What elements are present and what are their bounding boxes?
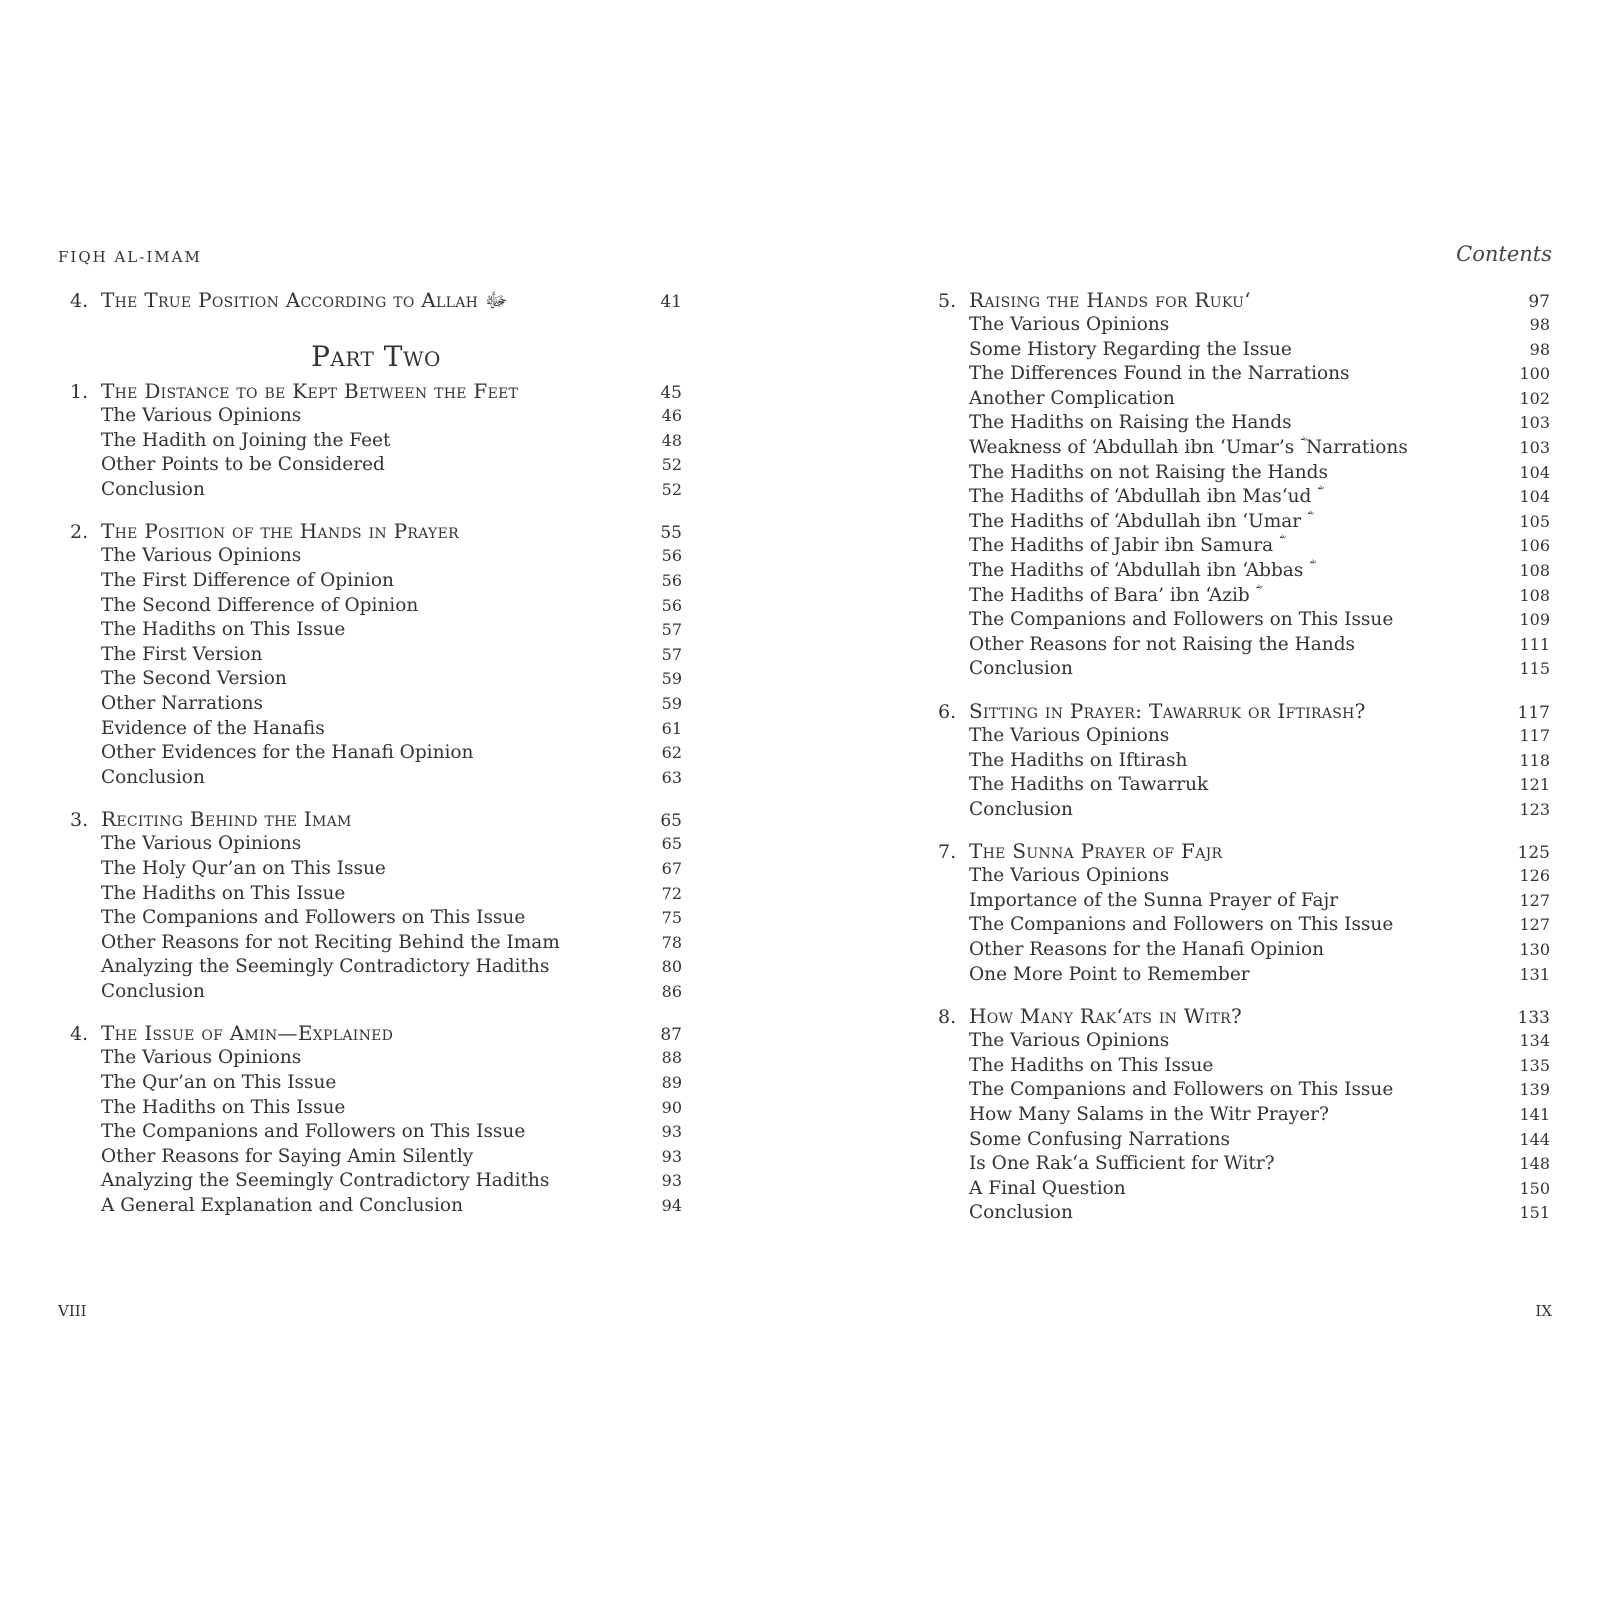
entry-title: The Hadiths on Tawarruk (969, 774, 1209, 796)
entry-page-number: 106 (1519, 536, 1550, 556)
toc-chapter (70, 807, 682, 1005)
entry-title: The Holy Qur’an on This Issue (101, 857, 386, 879)
entry-page-number: 52 (661, 479, 682, 499)
folio-right-page-number: IX (1535, 1302, 1552, 1320)
entry-page-number: 104 (1519, 462, 1550, 482)
toc-entry (938, 339, 1550, 364)
entry-page-number: 115 (1519, 659, 1550, 679)
toc-entry (938, 1129, 1550, 1154)
entry-title: The Companions and Followers on This Issue (969, 914, 1394, 936)
entry-title: Importance of the Sunna Prayer of Fajr (969, 889, 1339, 911)
entry-title: The Various Opinions (969, 314, 1170, 335)
toc-entry (938, 585, 1550, 610)
entry-title: Other Reasons for the Hanafi Opinion (969, 939, 1325, 961)
toc-entry (70, 430, 682, 455)
entry-page-number: 89 (661, 1073, 682, 1093)
entry-title: Conclusion (101, 478, 205, 500)
toc-chapter (938, 1004, 1550, 1227)
toc-entry (70, 907, 682, 932)
toc-entry (938, 1055, 1550, 1080)
entry-page-number: 111 (1519, 634, 1550, 654)
entry-page-number: 75 (661, 908, 682, 928)
entry-page-number: 131 (1519, 964, 1550, 984)
entry-page-number: 88 (661, 1048, 682, 1068)
entry-page-number: 57 (661, 620, 682, 640)
entry-title: The Hadiths of ‘Abdullah ibn ‘Abbas ؓ (969, 559, 1310, 581)
chapter-page-number: 125 (1517, 843, 1550, 864)
toc-entry (70, 956, 682, 981)
entry-title: Conclusion (969, 1202, 1073, 1224)
entry-page-number: 46 (661, 406, 682, 425)
toc-entry (938, 462, 1550, 487)
toc-left-column (70, 288, 682, 1236)
toc-entry (70, 479, 682, 504)
chapter-title: The Distance to be Kept Between the Feet (101, 379, 519, 403)
chapter-heading-row (70, 519, 682, 545)
toc-entry (938, 914, 1550, 939)
chapter-number: 4. (70, 1023, 89, 1046)
toc-entry (70, 644, 682, 669)
entry-page-number: 48 (661, 430, 682, 450)
chapter-number: 8. (938, 1006, 957, 1029)
chapter-title: The Sunna Prayer of Fajr (969, 839, 1223, 864)
chapter-number: 4. (70, 290, 89, 312)
entry-title: The Various Opinions (101, 545, 302, 567)
entry-title: The Hadiths of Jabir ibn Samura ؓ (969, 535, 1279, 557)
entry-page-number: 67 (661, 858, 682, 878)
entry-page-number: 56 (661, 595, 682, 615)
entry-page-number: 103 (1519, 413, 1550, 433)
entry-page-number: 150 (1519, 1178, 1550, 1198)
entry-page-number: 105 (1519, 511, 1550, 531)
toc-entry (70, 1072, 682, 1097)
entry-page-number: 127 (1519, 890, 1550, 910)
chapter-heading-row (938, 288, 1550, 314)
entry-page-number: 56 (661, 570, 682, 590)
part-heading: Part Two (311, 340, 441, 373)
toc-entry (938, 964, 1550, 989)
entry-page-number: 151 (1519, 1203, 1550, 1223)
toc-chapter (70, 1021, 682, 1219)
running-head-book-title: FIQH AL-IMAM (58, 248, 202, 266)
chapter-heading-row (938, 1004, 1550, 1030)
entry-page-number: 72 (661, 883, 682, 903)
entry-page-number: 98 (1529, 315, 1550, 334)
entry-title: The Qur’an on This Issue (101, 1072, 337, 1094)
entry-page-number: 127 (1519, 915, 1550, 935)
folio-left-page-number: VIII (58, 1302, 87, 1320)
toc-chapter-intro (70, 288, 682, 314)
toc-entry (938, 363, 1550, 388)
entry-title: The Various Opinions (101, 833, 302, 855)
toc-entry (70, 668, 682, 693)
toc-entry (70, 1097, 682, 1122)
toc-entry (70, 595, 682, 620)
toc-entry (938, 437, 1550, 462)
entry-title: The Second Difference of Opinion (101, 594, 419, 616)
entry-page-number: 100 (1519, 364, 1550, 384)
chapter-heading-row (70, 807, 682, 833)
entry-page-number: 80 (661, 957, 682, 977)
entry-page-number: 102 (1519, 388, 1550, 408)
chapter-page-number: 65 (660, 811, 682, 832)
toc-entry (70, 1121, 682, 1146)
entry-title: The Differences Found in the Narrations (969, 363, 1350, 385)
toc-entry (938, 865, 1550, 890)
entry-title: Other Evidences for the Hanafi Opinion (101, 742, 474, 764)
chapter-page-number: 45 (660, 383, 682, 403)
entry-title: Other Narrations (101, 692, 264, 714)
toc-entry (938, 939, 1550, 964)
toc-chapter (938, 699, 1550, 823)
toc-entry (938, 1202, 1550, 1227)
entry-page-number: 135 (1519, 1055, 1550, 1075)
entry-title: Conclusion (969, 798, 1073, 820)
toc-entry (70, 1047, 682, 1072)
chapter-title: The Position of the Hands in Prayer (101, 519, 459, 544)
toc-chapter (938, 288, 1550, 683)
entry-title: Other Reasons for not Raising the Hands (969, 633, 1356, 655)
entry-title: A Final Question (969, 1177, 1126, 1199)
entry-title: Analyzing the Seemingly Contradictory Hadiths (101, 1170, 550, 1192)
toc-entry (70, 693, 682, 718)
entry-title: Some Confusing Narrations (969, 1128, 1231, 1150)
toc-entry (938, 560, 1550, 585)
toc-entry (70, 454, 682, 479)
entry-page-number: 130 (1519, 940, 1550, 960)
chapter-number: 3. (70, 809, 89, 832)
toc-entry (938, 314, 1550, 339)
toc-entry (70, 570, 682, 595)
toc-entry (70, 405, 682, 430)
toc-entry (938, 1030, 1550, 1055)
entry-title: Evidence of the Hanafis (101, 717, 325, 739)
toc-chapter (70, 379, 682, 503)
entry-page-number: 56 (661, 546, 682, 566)
entry-page-number: 139 (1519, 1080, 1550, 1100)
entry-page-number: 59 (661, 693, 682, 713)
chapter-page-number: 87 (660, 1025, 682, 1046)
entry-title: Weakness of ‘Abdullah ibn ‘Umar’s ؓ Narrations (969, 436, 1408, 458)
entry-title: The Companions and Followers on This Issue (969, 609, 1394, 631)
toc-entry (938, 1153, 1550, 1178)
chapter-heading-row (70, 1021, 682, 1047)
entry-title: The Various Opinions (101, 405, 302, 426)
chapter-number: 5. (938, 290, 957, 312)
entry-title: The Hadiths on This Issue (101, 619, 346, 641)
toc-entry (938, 1104, 1550, 1129)
entry-title: The Hadiths on not Raising the Hands (969, 461, 1328, 483)
entry-title: Other Reasons for not Reciting Behind the Imam (101, 931, 560, 953)
entry-title: Analyzing the Seemingly Contradictory Hadiths (101, 956, 550, 978)
chapter-heading-row (938, 699, 1550, 725)
entry-title: The Hadiths on This Issue (969, 1054, 1214, 1076)
toc-entry (70, 1146, 682, 1171)
entry-page-number: 52 (661, 455, 682, 475)
entry-title: The First Difference of Opinion (101, 569, 394, 591)
toc-entry (938, 609, 1550, 634)
entry-page-number: 63 (661, 767, 682, 787)
toc-entry (70, 619, 682, 644)
chapter-page-number: 55 (660, 523, 682, 544)
toc-right-column (938, 288, 1550, 1243)
entry-title: The Hadiths on Iftirash (969, 749, 1188, 771)
entry-title: The First Version (101, 643, 263, 665)
entry-page-number: 126 (1519, 866, 1550, 886)
entry-title: The Hadiths of Bara’ ibn ‘Azib ؓ (969, 584, 1256, 606)
chapter-title: The True Position According to Allah ﷻ (101, 288, 508, 312)
entry-title: A General Explanation and Conclusion (101, 1195, 463, 1217)
entry-page-number: 121 (1519, 775, 1550, 795)
entry-title: Some History Regarding the Issue (969, 338, 1292, 360)
chapter-page-number: 117 (1517, 702, 1550, 723)
toc-chapter (938, 839, 1550, 988)
chapter-heading-row (70, 288, 682, 314)
entry-title: Conclusion (969, 658, 1073, 680)
toc-chapter (70, 519, 682, 791)
entry-title: The Various Opinions (969, 865, 1170, 887)
entry-title: The Various Opinions (969, 1030, 1170, 1052)
entry-title: Is One Rak‘a Sufficient for Witr? (969, 1153, 1275, 1175)
toc-entry (70, 1170, 682, 1195)
entry-title: The Hadith on Joining the Feet (101, 429, 391, 451)
toc-entry (70, 883, 682, 908)
toc-entry (938, 1178, 1550, 1203)
entry-title: The Companions and Followers on This Issue (101, 907, 526, 929)
entry-title: The Hadiths on This Issue (101, 1096, 346, 1118)
toc-entry (938, 890, 1550, 915)
entry-page-number: 144 (1519, 1129, 1550, 1149)
toc-entry (938, 535, 1550, 560)
toc-entry (938, 725, 1550, 750)
entry-title: One More Point to Remember (969, 963, 1250, 985)
entry-title: The Hadiths of ‘Abdullah ibn Mas‘ud ؓ (969, 486, 1318, 508)
chapter-title: Sitting in Prayer: Tawarruk or Iftirash? (969, 698, 1366, 723)
entry-page-number: 93 (661, 1171, 682, 1191)
toc-entry (938, 799, 1550, 824)
entry-page-number: 148 (1519, 1154, 1550, 1174)
chapter-title: Raising the Hands for Ruku‘ (969, 288, 1251, 312)
entry-page-number: 118 (1519, 750, 1550, 770)
chapter-title: Reciting Behind the Imam (101, 807, 352, 832)
chapter-number: 2. (70, 521, 89, 544)
entry-title: Other Points to be Considered (101, 454, 385, 476)
left-chapter-list (70, 379, 682, 1220)
running-head-section-title: Contents (1456, 242, 1552, 266)
entry-title: Conclusion (101, 766, 205, 788)
toc-entry (938, 658, 1550, 683)
entry-page-number: 94 (661, 1196, 682, 1216)
entry-page-number: 109 (1519, 610, 1550, 630)
toc-entry (70, 767, 682, 792)
entry-title: The Various Opinions (969, 724, 1170, 746)
entry-page-number: 62 (661, 743, 682, 763)
toc-entry (70, 858, 682, 883)
toc-entry (70, 833, 682, 858)
chapter-title: How Many Rak‘ats in Witr? (969, 1004, 1243, 1029)
chapter-page-number: 133 (1517, 1008, 1550, 1029)
entry-page-number: 108 (1519, 585, 1550, 605)
chapter-page-number: 97 (1528, 292, 1550, 312)
entry-title: The Companions and Followers on This Issue (969, 1079, 1394, 1101)
entry-page-number: 98 (1529, 339, 1550, 359)
toc-entry (70, 742, 682, 767)
toc-entry (938, 486, 1550, 511)
toc-entry (70, 932, 682, 957)
entry-page-number: 65 (661, 834, 682, 854)
chapter-page-number: 41 (660, 292, 682, 312)
entry-page-number: 93 (661, 1146, 682, 1166)
entry-page-number: 78 (661, 932, 682, 952)
entry-title: How Many Salams in the Witr Prayer? (969, 1104, 1329, 1126)
toc-entry (70, 545, 682, 570)
entry-title: Another Complication (969, 387, 1175, 409)
entry-title: The Hadiths of ‘Abdullah ibn ‘Umar ؓ (969, 510, 1308, 532)
entry-page-number: 117 (1519, 725, 1550, 745)
toc-entry (938, 1079, 1550, 1104)
toc-entry (70, 1195, 682, 1220)
entry-page-number: 134 (1519, 1031, 1550, 1051)
chapter-number: 6. (938, 700, 957, 723)
entry-page-number: 93 (661, 1122, 682, 1142)
entry-page-number: 57 (661, 644, 682, 664)
chapter-number: 7. (938, 841, 957, 864)
chapter-title: The Issue of Amin—Explained (101, 1021, 394, 1046)
entry-page-number: 59 (661, 669, 682, 689)
entry-page-number: 108 (1519, 560, 1550, 580)
toc-entry (938, 634, 1550, 659)
toc-entry (938, 412, 1550, 437)
entry-title: Conclusion (101, 980, 205, 1002)
toc-entry (938, 388, 1550, 413)
entry-page-number: 90 (661, 1097, 682, 1117)
chapter-heading-row (938, 839, 1550, 865)
entry-page-number: 123 (1519, 799, 1550, 819)
entry-title: The Various Opinions (101, 1047, 302, 1069)
toc-entry (938, 750, 1550, 775)
chapter-heading-row (70, 379, 682, 405)
entry-page-number: 104 (1519, 487, 1550, 507)
toc-entry (70, 981, 682, 1006)
entry-title: The Hadiths on This Issue (101, 882, 346, 904)
entry-page-number: 61 (661, 718, 682, 738)
entry-title: The Companions and Followers on This Issue (101, 1121, 526, 1143)
entry-page-number: 103 (1519, 437, 1550, 457)
entry-title: Other Reasons for Saying Amin Silently (101, 1145, 474, 1167)
entry-title: The Second Version (101, 668, 287, 690)
entry-page-number: 86 (661, 981, 682, 1001)
toc-entry (938, 511, 1550, 536)
toc-entry (938, 774, 1550, 799)
chapter-number: 1. (70, 381, 89, 403)
right-chapter-list (938, 288, 1550, 1227)
entry-page-number: 141 (1519, 1105, 1550, 1125)
entry-title: The Hadiths on Raising the Hands (969, 412, 1292, 434)
toc-entry (70, 718, 682, 743)
